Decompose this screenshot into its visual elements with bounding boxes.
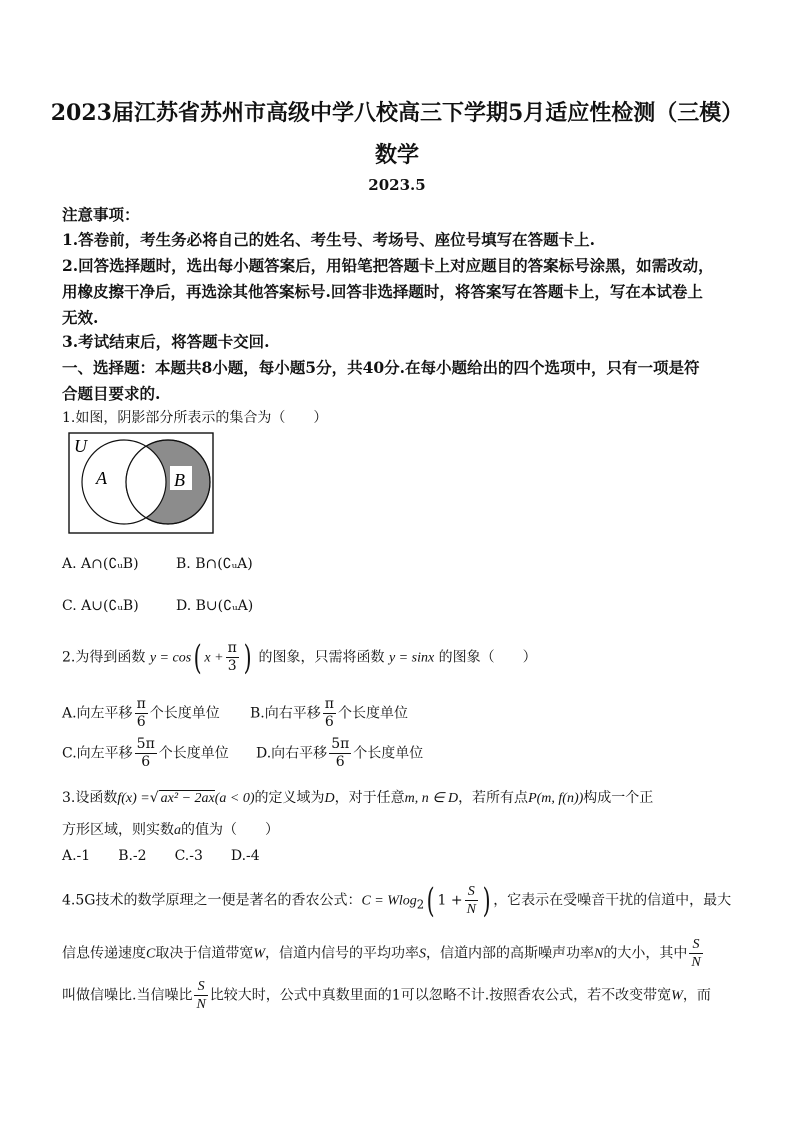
q3-options: A.-1 B.-2 C.-3 D.-4 [62, 848, 260, 864]
set-a-label: A [96, 468, 107, 488]
set-b-label: B [174, 470, 185, 490]
q2-option-b: B.向右平移 $\frac{\pi}{6}$ 个长度单位 [250, 696, 408, 730]
q2-option-a: A.向左平移 $\frac{\pi}{6}$ 个长度单位 [62, 696, 220, 730]
q2-option-d: D.向右平移 $\frac{5\pi}{6}$ 个长度单位 [256, 736, 424, 770]
section-1-line-1: 一、选择题：本题共8小题，每小题5分，共40分.在每小题给出的四个选项中，只有一项是符 [62, 358, 700, 377]
q1-stem: 1.如图，阴影部分所表示的集合为（ ） [62, 410, 328, 426]
exam-title: 2023届江苏省苏州市高级中学八校高三下学期5月适应性检测（三模） [50, 100, 744, 126]
q3-stem-line-1: 3.设函数f(x) =√ ax² − 2ax(a < 0)的定义域为D，对于任意m, n ∈ D，若所有点P(m, f(n))构成一个正 [62, 790, 654, 806]
q1-option-b: B. B∩(∁ᵤA) [176, 556, 253, 572]
q1-option-c: C. A∪(∁ᵤB) [62, 598, 139, 614]
note-2-line-2: 用橡皮擦干净后，再选涂其他答案标号.回答非选择题时，将答案写在答题卡上，写在本试卷上 [62, 282, 703, 301]
note-2-line-3: 无效. [62, 308, 99, 327]
q1-option-d: D. B∪(∁ᵤA) [176, 598, 254, 614]
note-2-line-1: 2.回答选择题时，选出每小题答案后，用铅笔把答题卡上对应题目的答案标号涂黑，如需改动， [62, 256, 714, 275]
universe-label: U [74, 436, 87, 456]
note-1: 1.答卷前，考生务必将自己的姓名、考生号、考场号、座位号填写在答题卡上. [62, 230, 596, 249]
q4-line-2: 信息传递速度C取决于信道带宽W，信道内信号的平均功率S，信道内部的高斯噪声功率N的大小，其中 $\frac{S}{N}$ [62, 937, 701, 970]
q4-line-1: 4.5G技术的数学原理之一便是著名的香农公式：C = Wlog$_2$( 1 + $\frac{S}{N}$ ) ，它表示在受噪音干扰的信道中，最大 [62, 880, 732, 921]
note-3: 3.考试结束后，将答题卡交回. [62, 332, 270, 351]
q4-line-3: 叫做信噪比.当信噪比 $\frac{S}{N}$ 比较大时，公式中真数里面的1可以忽略不计.按照香农公式，若不改变带宽W，而 [62, 979, 711, 1012]
q1-option-a: A. A∩(∁ᵤB) [62, 556, 139, 572]
exam-subject: 数学 [374, 142, 419, 168]
exam-date: 2023.5 [368, 176, 426, 194]
q2-option-c: C.向左平移 $\frac{5\pi}{6}$ 个长度单位 [62, 736, 229, 770]
venn-diagram [68, 432, 214, 534]
section-1-line-2: 合题目要求的. [62, 384, 161, 403]
q2-stem: 2.为得到函数 y = cos( x + $\frac{\pi}{3}$ ) 的图象，只需将函数 y = sinx 的图象（ ） [62, 637, 537, 678]
notes-heading: 注意事项： [62, 205, 140, 224]
q3-stem-line-2: 方形区域，则实数a的值为（ ） [62, 822, 279, 838]
